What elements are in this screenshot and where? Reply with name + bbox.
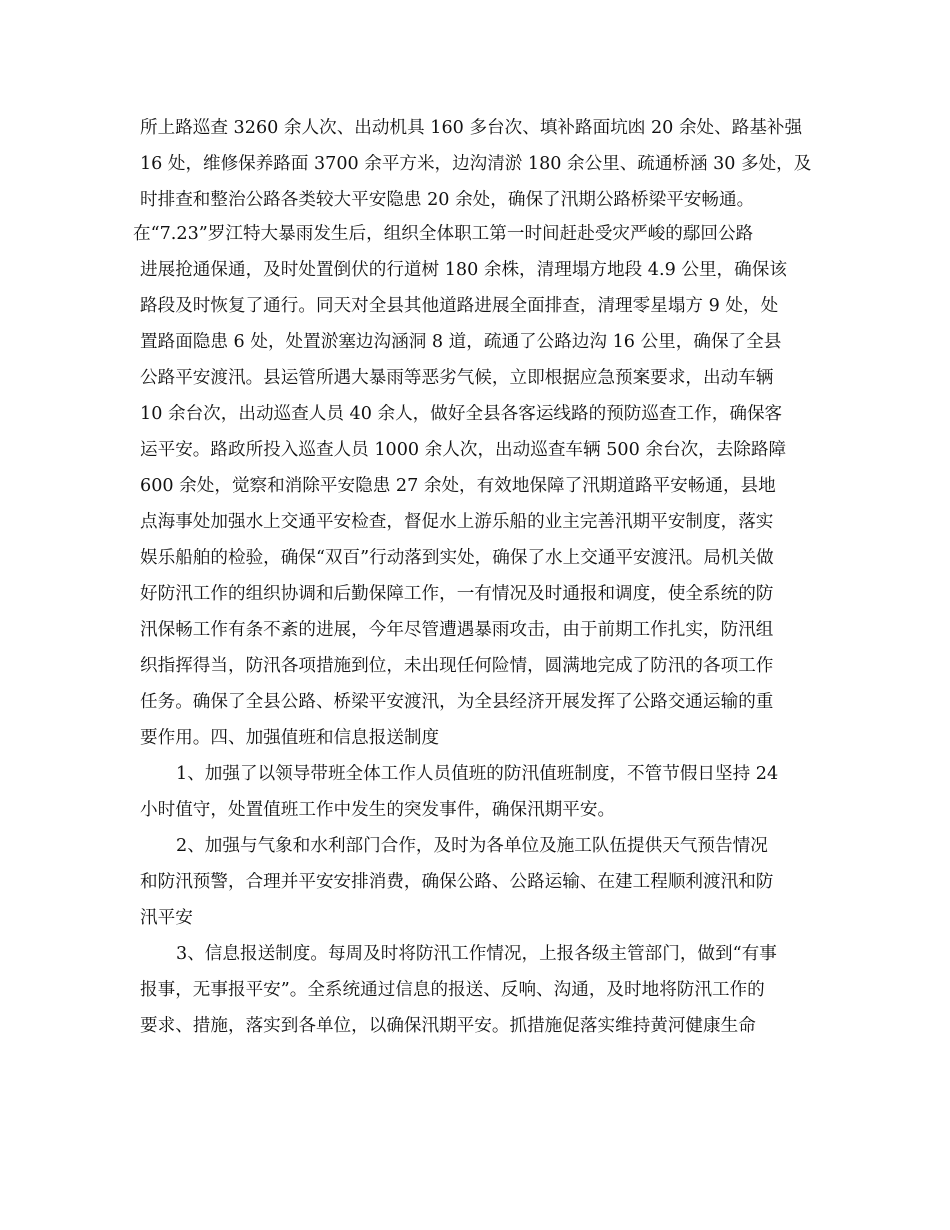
body-text-line: 16 处，维修保养路面 3700 余平方米，边沟清淤 180 余公里、疏通桥涵 30 多处，及	[140, 154, 812, 174]
body-text-line: 3、信息报送制度。每周及时将防汛工作情况，上报各级主管部门，做到“有事	[176, 944, 777, 964]
body-text-line: 600 余处，觉察和消除平安隐患 27 余处，有效地保障了汛期道路平安畅通，县地	[140, 476, 776, 496]
body-text-line: 报事，无事报平安”。全系统通过信息的报送、反响、沟通，及时地将防汛工作的	[140, 980, 765, 1000]
body-text-line: 和防汛预警，合理并平安安排消费，确保公路、公路运输、在建工程顺利渡汛和防	[140, 872, 774, 892]
body-text-line: 10 余台次，出动巡查人员 40 余人，做好全县各客运线路的预防巡查工作，确保客	[140, 404, 783, 424]
body-text-line: 任务。确保了全县公路、桥梁平安渡汛，为全县经济开展发挥了公路交通运输的重	[140, 692, 774, 712]
body-text-line: 1、加强了以领导带班全体工作人员值班的防汛值班制度，不管节假日坚持 24	[176, 764, 779, 784]
body-text-line: 汛平安	[140, 908, 193, 928]
body-text-line: 要作用。四、加强值班和信息报送制度	[140, 728, 440, 748]
body-text-line: 2、加强与气象和水利部门合作，及时为各单位及施工队伍提供天气预告情况	[176, 836, 768, 856]
body-text-line: 织指挥得当，防汛各项措施到位，未出现任何险情，圆满地完成了防汛的各项工作	[140, 656, 774, 676]
body-text-line: 时排查和整治公路各类较大平安隐患 20 余处，确保了汛期公路桥梁平安畅通。	[140, 190, 755, 210]
body-text-line: 运平安。路政所投入巡查人员 1000 余人次，出动巡查车辆 500 余台次，去除路障	[140, 440, 787, 460]
body-text-line: 好防汛工作的组织协调和后勤保障工作，一有情况及时通报和调度，使全系统的防	[140, 584, 774, 604]
body-text-line: 汛保畅工作有条不紊的进展，今年尽管遭遇暴雨攻击，由于前期工作扎实，防汛组	[140, 620, 774, 640]
body-text-line: 路段及时恢复了通行。同天对全县其他道路进展全面排查，清理零星塌方 9 处，处	[140, 296, 779, 316]
body-text-line: 娱乐船舶的检验，确保“双百”行动落到实处，确保了水上交通平安渡汛。局机关做	[140, 548, 774, 568]
body-text-line: 小时值守，处置值班工作中发生的突发事件，确保汛期平安。	[140, 800, 616, 820]
body-text-line: 所上路巡查 3260 余人次、出动机具 160 多台次、填补路面坑凼 20 余处、路基补强	[140, 118, 803, 138]
body-text-line: 公路平安渡汛。县运管所遇大暴雨等恶劣气候，立即根据应急预案要求，出动车辆	[140, 368, 774, 388]
body-text-line: 置路面隐患 6 处，处置淤塞边沟涵洞 8 道，疏通了公路边沟 16 公里，确保了全县	[140, 332, 782, 352]
body-text-line: 进展抢通保通，及时处置倒伏的行道树 180 余株，清理塌方地段 4.9 公里，确保该	[140, 260, 787, 280]
body-text-line: 在“7.23”罗江特大暴雨发生后，组织全体职工第一时间赶赴受灾严峻的鄢回公路	[133, 224, 754, 244]
body-text-line: 点海事处加强水上交通平安检查，督促水上游乐船的业主完善汛期平安制度，落实	[140, 512, 774, 532]
body-text-line: 要求、措施，落实到各单位，以确保汛期平安。抓措施促落实维持黄河健康生命	[140, 1016, 756, 1036]
